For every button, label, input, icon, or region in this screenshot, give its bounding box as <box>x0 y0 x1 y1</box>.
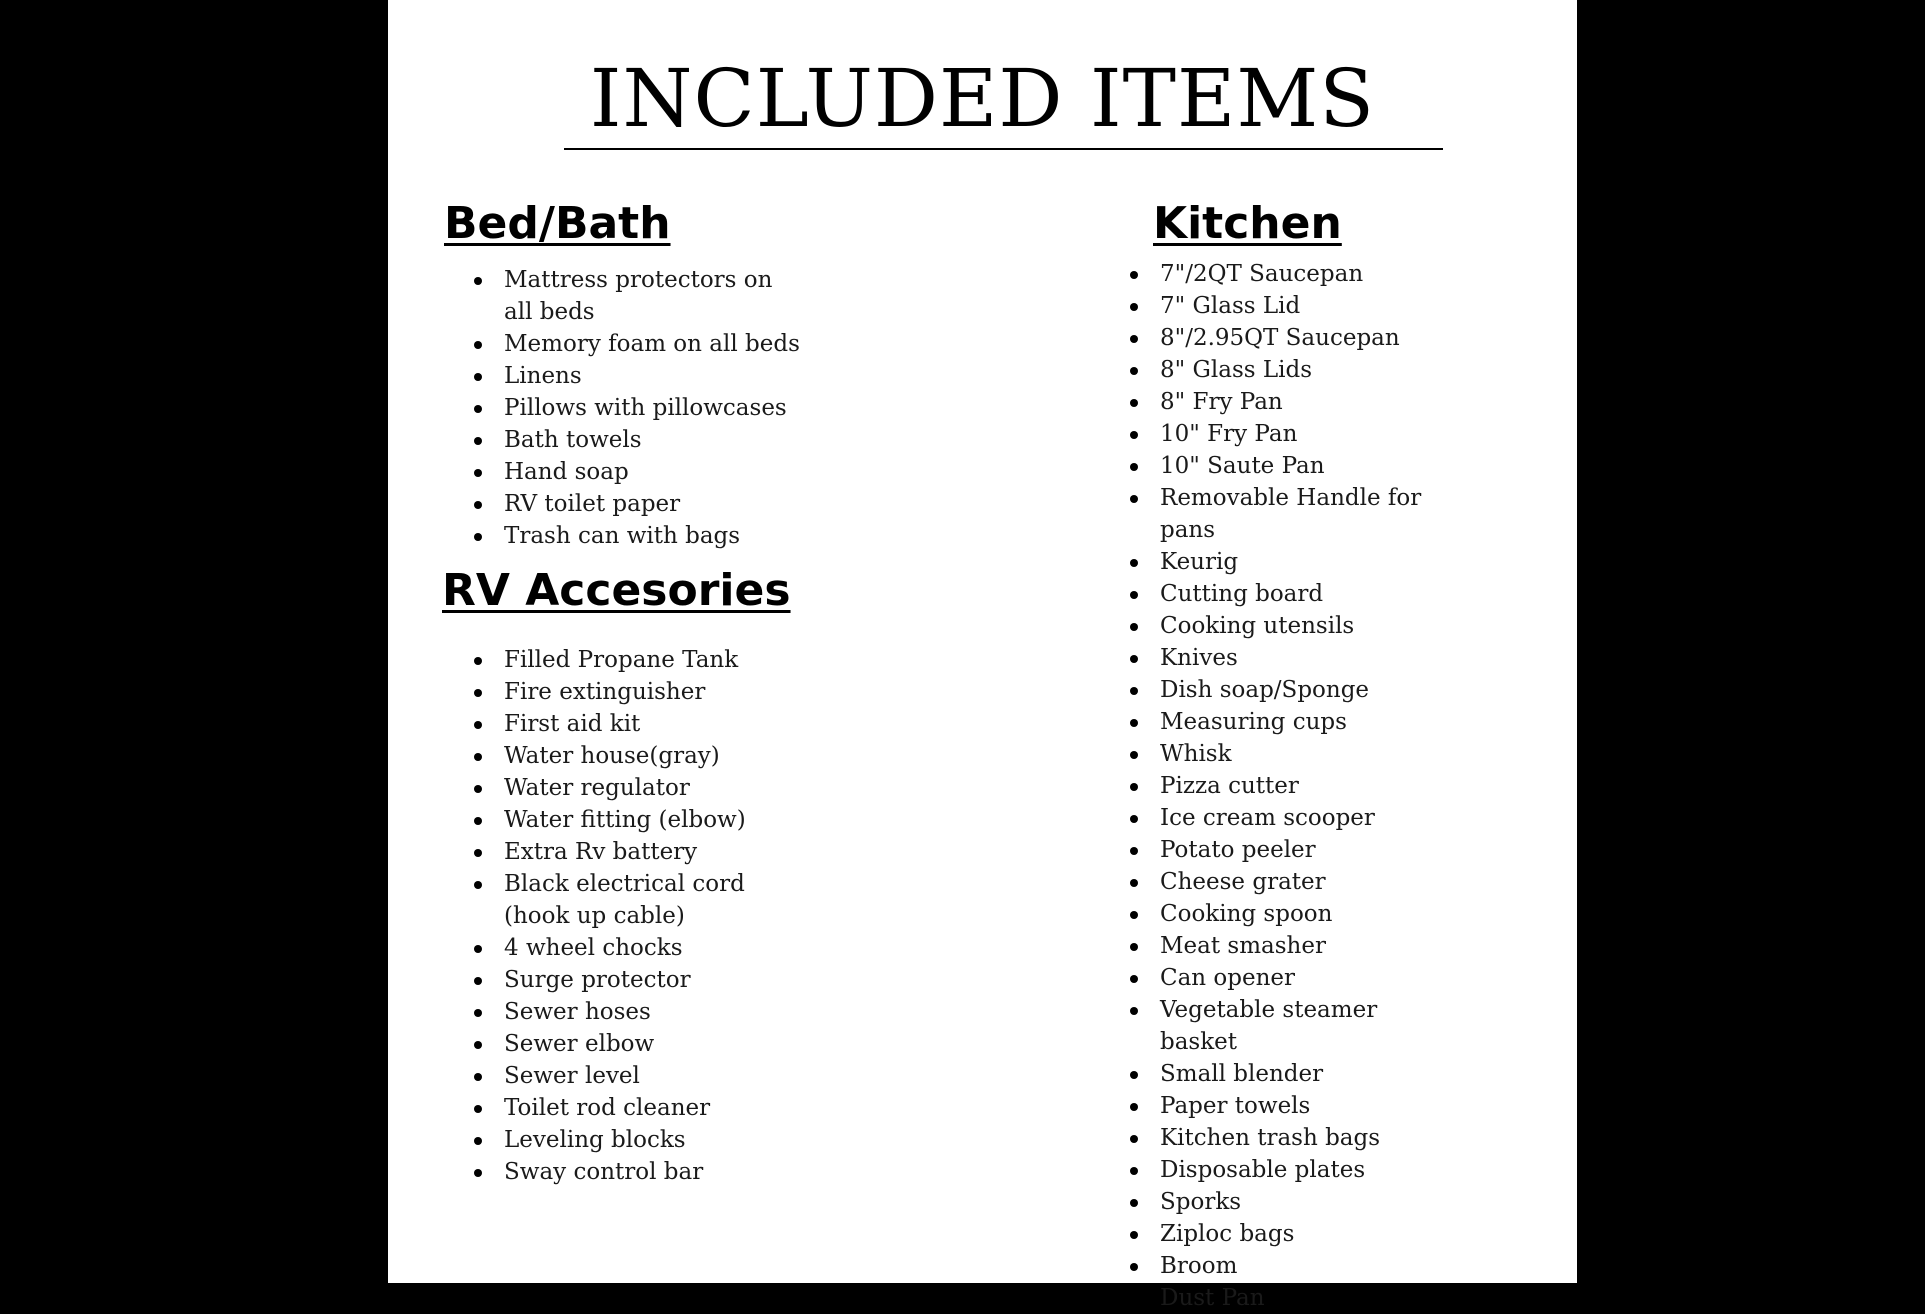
bed-bath-item: RV toilet paper <box>474 488 804 520</box>
kitchen-item: 8" Fry Pan <box>1130 386 1460 418</box>
title-divider <box>564 148 1443 150</box>
bed-bath-item: Linens <box>474 360 804 392</box>
rv-accessory-item: Fire extinguisher <box>474 676 814 708</box>
kitchen-item: Removable Handle for pans <box>1130 482 1460 546</box>
rv-accessory-item: Sewer elbow <box>474 1028 814 1060</box>
kitchen-item: Vegetable steamer basket <box>1130 994 1460 1058</box>
kitchen-item: Meat smasher <box>1130 930 1460 962</box>
rv-accessory-item: Leveling blocks <box>474 1124 814 1156</box>
kitchen-item: 7"/2QT Saucepan <box>1130 258 1460 290</box>
page-title: INCLUDED ITEMS <box>589 52 1376 145</box>
bed-bath-item: Bath towels <box>474 424 804 456</box>
kitchen-item: 8" Glass Lids <box>1130 354 1460 386</box>
kitchen-item: Kitchen trash bags <box>1130 1122 1460 1154</box>
kitchen-item: Potato peeler <box>1130 834 1460 866</box>
rv-accessory-item: 4 wheel chocks <box>474 932 814 964</box>
rv-accessory-item: Filled Propane Tank <box>474 644 814 676</box>
kitchen-item: Ziploc bags <box>1130 1218 1460 1250</box>
rv-accessory-item: Black electrical cord (hook up cable) <box>474 868 814 932</box>
rv-accessory-item: Extra Rv battery <box>474 836 814 868</box>
rv-accessory-item: First aid kit <box>474 708 814 740</box>
section-heading-kitchen: Kitchen <box>1153 198 1342 249</box>
kitchen-item: Broom <box>1130 1250 1460 1282</box>
bed-bath-item: Trash can with bags <box>474 520 804 552</box>
kitchen-item: Can opener <box>1130 962 1460 994</box>
kitchen-item: Paper towels <box>1130 1090 1460 1122</box>
kitchen-item: Sporks <box>1130 1186 1460 1218</box>
kitchen-item: Cutting board <box>1130 578 1460 610</box>
kitchen-item: Dust Pan <box>1130 1282 1460 1314</box>
rv-accessory-item: Surge protector <box>474 964 814 996</box>
kitchen-item: Measuring cups <box>1130 706 1460 738</box>
kitchen-item: Ice cream scooper <box>1130 802 1460 834</box>
kitchen-item: 8"/2.95QT Saucepan <box>1130 322 1460 354</box>
kitchen-item: Cooking spoon <box>1130 898 1460 930</box>
kitchen-item: Cooking utensils <box>1130 610 1460 642</box>
kitchen-list <box>1130 258 1460 1314</box>
bed-bath-item: Mattress protectors on all beds <box>474 264 804 328</box>
bed-bath-list <box>474 264 804 552</box>
section-heading-bed-bath: Bed/Bath <box>444 198 671 249</box>
rv-accessory-item: Water regulator <box>474 772 814 804</box>
kitchen-item: Keurig <box>1130 546 1460 578</box>
bed-bath-item: Memory foam on all beds <box>474 328 804 360</box>
kitchen-item: Pizza cutter <box>1130 770 1460 802</box>
rv-accessory-item: Sewer level <box>474 1060 814 1092</box>
kitchen-item: Whisk <box>1130 738 1460 770</box>
rv-accessories-list <box>474 644 814 1188</box>
kitchen-item: Small blender <box>1130 1058 1460 1090</box>
section-heading-rv-accessories: RV Accesories <box>442 565 791 616</box>
kitchen-item: 7" Glass Lid <box>1130 290 1460 322</box>
kitchen-item: 10" Saute Pan <box>1130 450 1460 482</box>
kitchen-item: Knives <box>1130 642 1460 674</box>
rv-accessory-item: Sewer hoses <box>474 996 814 1028</box>
rv-accessory-item: Water fitting (elbow) <box>474 804 814 836</box>
document-page <box>388 0 1577 1311</box>
bed-bath-item: Hand soap <box>474 456 804 488</box>
kitchen-item: Dish soap/Sponge <box>1130 674 1460 706</box>
kitchen-item: 10" Fry Pan <box>1130 418 1460 450</box>
rv-accessory-item: Toilet rod cleaner <box>474 1092 814 1124</box>
rv-accessory-item: Sway control bar <box>474 1156 814 1188</box>
bed-bath-item: Pillows with pillowcases <box>474 392 804 424</box>
kitchen-item: Disposable plates <box>1130 1154 1460 1186</box>
rv-accessory-item: Water house(gray) <box>474 740 814 772</box>
kitchen-item: Cheese grater <box>1130 866 1460 898</box>
